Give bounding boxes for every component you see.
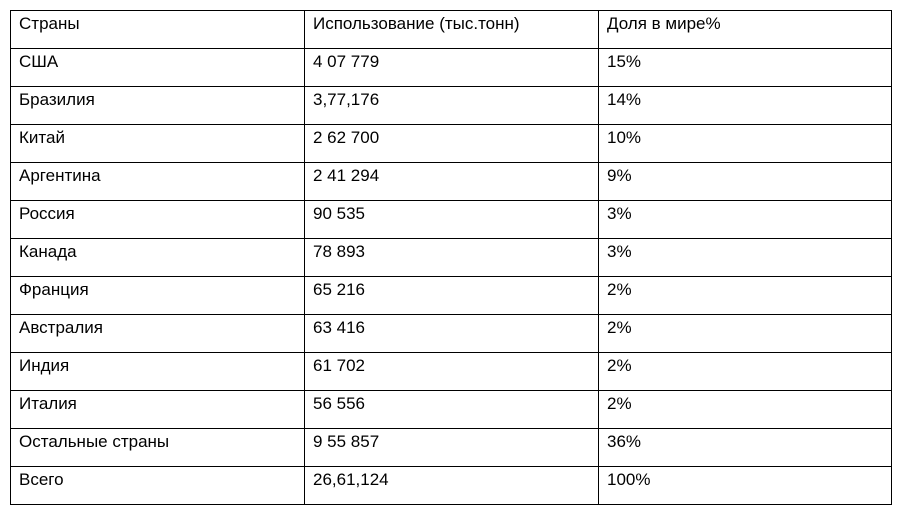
table-row <box>11 87 892 125</box>
cell-country: Франция <box>11 277 305 315</box>
cell-usage: 56 556 <box>305 391 599 429</box>
table-row <box>11 467 892 505</box>
table-row <box>11 315 892 353</box>
table-row <box>11 391 892 429</box>
cell-country: Аргентина <box>11 163 305 201</box>
cell-world-share: 3% <box>599 239 892 277</box>
cell-world-share: 14% <box>599 87 892 125</box>
cell-country: Россия <box>11 201 305 239</box>
header-usage: Использование (тыс.тонн) <box>305 11 599 49</box>
cell-world-share: 2% <box>599 353 892 391</box>
cell-country: Канада <box>11 239 305 277</box>
cell-world-share: 2% <box>599 315 892 353</box>
cell-usage: 63 416 <box>305 315 599 353</box>
header-country: Страны <box>11 11 305 49</box>
cell-world-share: 2% <box>599 277 892 315</box>
header-world-share: Доля в мире% <box>599 11 892 49</box>
cell-world-share: 2% <box>599 391 892 429</box>
cell-usage: 4 07 779 <box>305 49 599 87</box>
table-row <box>11 125 892 163</box>
table-row <box>11 163 892 201</box>
cell-usage: 2 41 294 <box>305 163 599 201</box>
cell-country: США <box>11 49 305 87</box>
cell-world-share: 15% <box>599 49 892 87</box>
cell-usage: 65 216 <box>305 277 599 315</box>
cell-usage: 9 55 857 <box>305 429 599 467</box>
cell-world-share: 10% <box>599 125 892 163</box>
table-row <box>11 201 892 239</box>
cell-usage: 3,77,176 <box>305 87 599 125</box>
cell-world-share: 36% <box>599 429 892 467</box>
table-row <box>11 429 892 467</box>
data-table-container <box>10 10 892 505</box>
cell-usage: 78 893 <box>305 239 599 277</box>
cell-usage: 26,61,124 <box>305 467 599 505</box>
cell-country: Австралия <box>11 315 305 353</box>
cell-world-share: 100% <box>599 467 892 505</box>
table-header-row <box>11 11 892 49</box>
cell-world-share: 3% <box>599 201 892 239</box>
cell-usage: 61 702 <box>305 353 599 391</box>
table-row <box>11 277 892 315</box>
cell-usage: 90 535 <box>305 201 599 239</box>
cell-usage: 2 62 700 <box>305 125 599 163</box>
table-row <box>11 49 892 87</box>
table-row <box>11 353 892 391</box>
cell-country: Италия <box>11 391 305 429</box>
data-table <box>10 10 892 505</box>
cell-world-share: 9% <box>599 163 892 201</box>
cell-country: Бразилия <box>11 87 305 125</box>
cell-country: Остальные страны <box>11 429 305 467</box>
table-row <box>11 239 892 277</box>
cell-country: Всего <box>11 467 305 505</box>
cell-country: Индия <box>11 353 305 391</box>
cell-country: Китай <box>11 125 305 163</box>
